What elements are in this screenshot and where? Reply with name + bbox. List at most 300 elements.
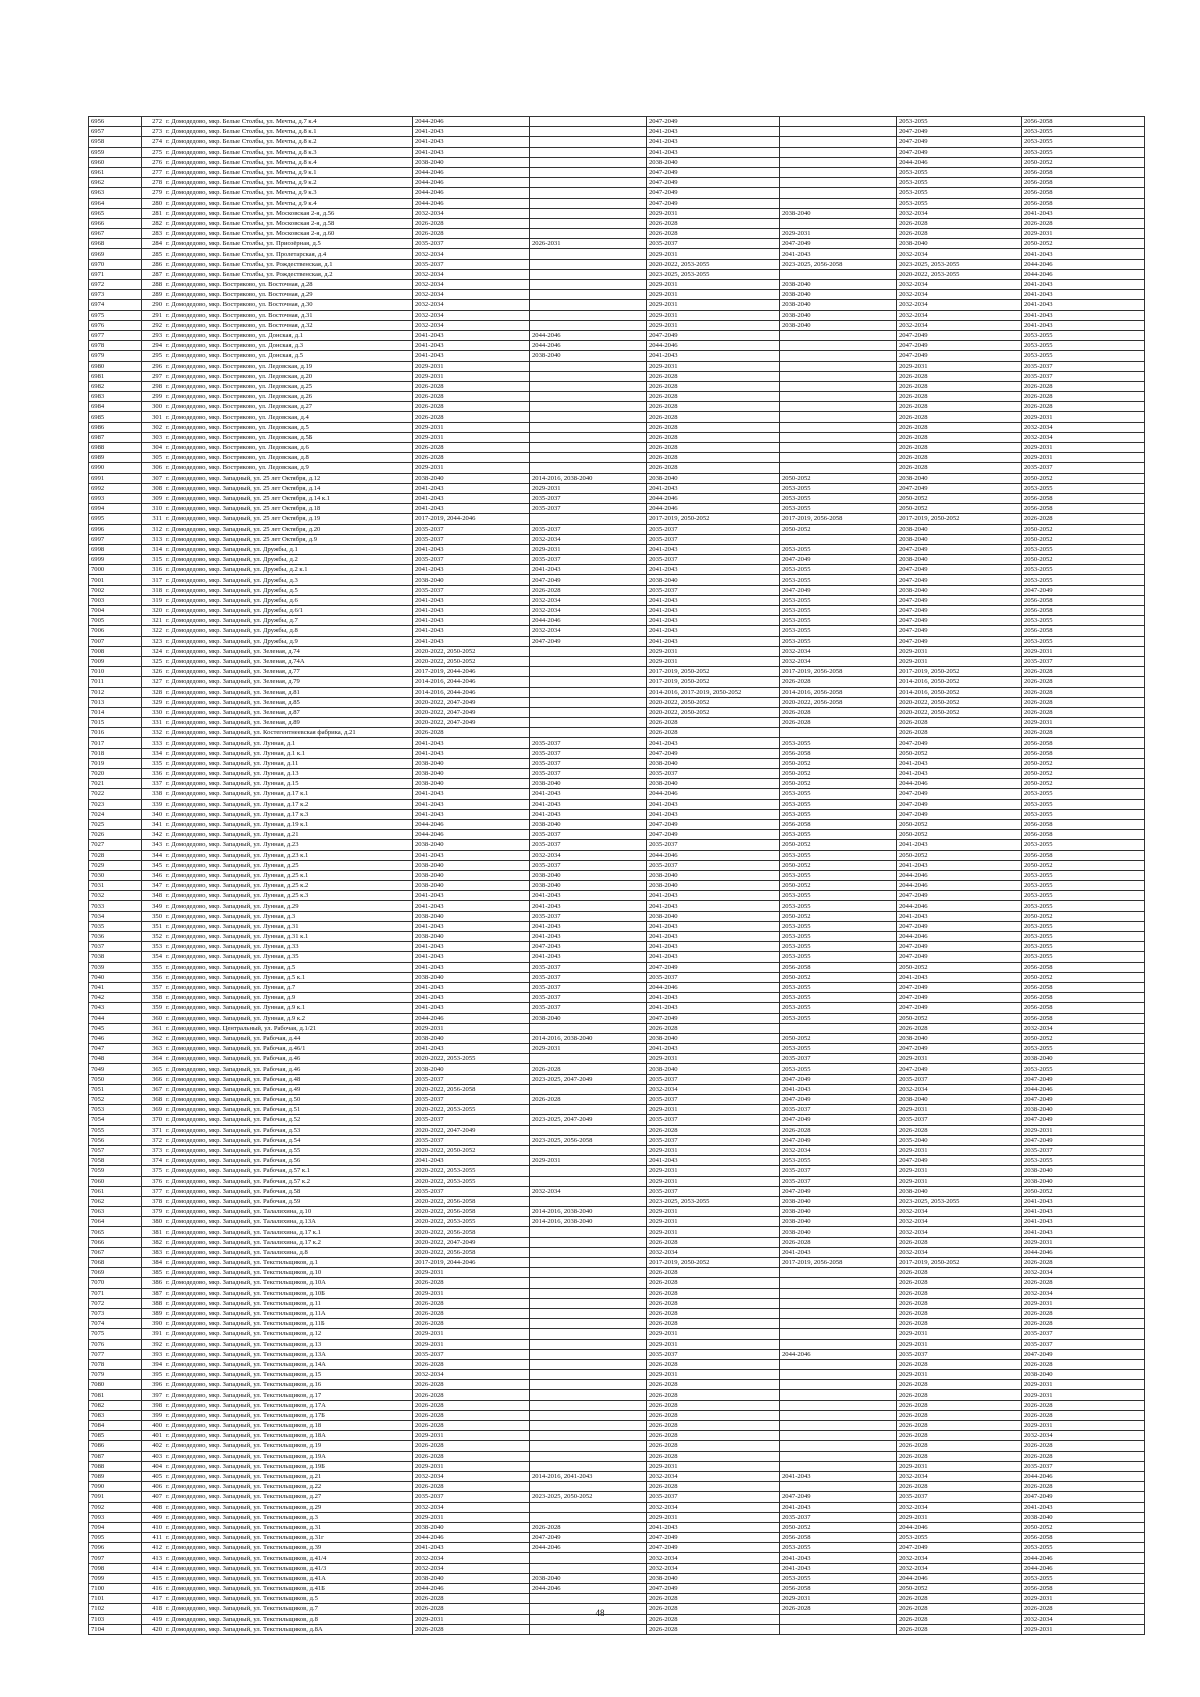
address-cell: г. Домодедово, мкр. Западный, ул. Текстильщиков, д.13А	[164, 1349, 413, 1359]
period-4-cell: 2032-2034	[780, 1145, 897, 1155]
period-4-cell: 2053-2055	[780, 799, 897, 809]
period-2-cell: 2038-2040	[530, 881, 647, 891]
period-4-cell	[780, 1288, 897, 1298]
address-cell: г. Домодедово, мкр. Западный, ул. Лунная, д.9 к.2	[164, 1013, 413, 1023]
period-6-cell: 2026-2028	[1022, 218, 1145, 228]
period-6-cell: 2056-2058	[1022, 117, 1145, 127]
registry-number-cell: 7039	[89, 962, 142, 972]
period-2-cell	[530, 1166, 647, 1176]
period-5-cell: 2038-2040	[897, 1033, 1022, 1043]
period-2-cell	[530, 1329, 647, 1339]
period-4-cell: 2056-2058	[780, 1584, 897, 1594]
period-4-cell: 2050-2052	[780, 840, 897, 850]
period-6-cell: 2026-2028	[1022, 381, 1145, 391]
item-number-cell: 352	[142, 932, 165, 942]
registry-number-cell: 7084	[89, 1421, 142, 1431]
item-number-cell: 294	[142, 341, 165, 351]
address-cell: г. Домодедово, мкр. Западный, ул. Дружбы, д.9	[164, 636, 413, 646]
period-1-cell: 2041-2043	[413, 738, 530, 748]
period-2-cell	[530, 1553, 647, 1563]
period-1-cell: 2041-2043	[413, 952, 530, 962]
period-6-cell: 2056-2058	[1022, 198, 1145, 208]
table-row	[89, 504, 1145, 514]
period-3-cell: 2026-2028	[647, 1431, 780, 1441]
period-1-cell: 2041-2043	[413, 595, 530, 605]
period-2-cell	[530, 677, 647, 687]
item-number-cell: 393	[142, 1349, 165, 1359]
table-row	[89, 1105, 1145, 1115]
period-6-cell: 2056-2058	[1022, 1533, 1145, 1543]
period-6-cell: 2053-2055	[1022, 942, 1145, 952]
table-row	[89, 1349, 1145, 1359]
period-2-cell: 2035-2037	[530, 524, 647, 534]
address-cell: г. Домодедово, мкр. Западный, ул. Текстильщиков, д.21	[164, 1471, 413, 1481]
period-1-cell: 2032-2034	[413, 1471, 530, 1481]
table-row	[89, 1441, 1145, 1451]
period-2-cell	[530, 178, 647, 188]
registry-number-cell: 7072	[89, 1298, 142, 1308]
period-3-cell: 2032-2034	[647, 1563, 780, 1573]
period-3-cell: 2029-2031	[647, 1105, 780, 1115]
period-3-cell: 2026-2028	[647, 1400, 780, 1410]
address-cell: г. Домодедово, мкр. Западный, ул. Рабочая, д.46	[164, 1064, 413, 1074]
period-1-cell: 2038-2040	[413, 840, 530, 850]
registry-number-cell: 7087	[89, 1451, 142, 1461]
period-4-cell	[780, 371, 897, 381]
address-cell: г. Домодедово, мкр. Белые Столбы, ул. Пролетарская, д.4	[164, 249, 413, 259]
period-3-cell: 2026-2028	[647, 1308, 780, 1318]
registry-number-cell: 6958	[89, 137, 142, 147]
period-5-cell: 2014-2016, 2050-2052	[897, 677, 1022, 687]
period-3-cell: 2032-2034	[647, 1502, 780, 1512]
address-cell: г. Домодедово, мкр. Западный, ул. Текстильщиков, д.11А	[164, 1308, 413, 1318]
period-1-cell: 2026-2028	[413, 1319, 530, 1329]
period-4-cell: 2047-2049	[780, 1135, 897, 1145]
period-6-cell: 2026-2028	[1022, 402, 1145, 412]
registry-number-cell: 7001	[89, 575, 142, 585]
registry-number-cell: 7051	[89, 1084, 142, 1094]
period-1-cell: 2020-2022, 2053-2055	[413, 1105, 530, 1115]
table-row	[89, 1176, 1145, 1186]
registry-number-cell: 7103	[89, 1614, 142, 1624]
table-row	[89, 1339, 1145, 1349]
period-2-cell	[530, 280, 647, 290]
period-2-cell	[530, 1125, 647, 1135]
table-row	[89, 901, 1145, 911]
period-3-cell: 2026-2028	[647, 718, 780, 728]
period-2-cell	[530, 1380, 647, 1390]
address-cell: г. Домодедово, мкр. Западный, ул. Текстильщиков, д.41/4	[164, 1553, 413, 1563]
period-4-cell	[780, 1308, 897, 1318]
period-5-cell: 2023-2025, 2053-2055	[897, 1196, 1022, 1206]
item-number-cell: 341	[142, 819, 165, 829]
registry-number-cell: 6979	[89, 351, 142, 361]
period-4-cell: 2053-2055	[780, 850, 897, 860]
item-number-cell: 350	[142, 911, 165, 921]
period-4-cell: 2041-2043	[780, 1084, 897, 1094]
period-2-cell: 2035-2037	[530, 504, 647, 514]
registry-number-cell: 7086	[89, 1441, 142, 1451]
table-row	[89, 1125, 1145, 1135]
period-3-cell: 2026-2028	[647, 371, 780, 381]
period-3-cell: 2029-2031	[647, 1176, 780, 1186]
registry-number-cell: 6988	[89, 443, 142, 453]
registry-number-cell: 6972	[89, 280, 142, 290]
period-5-cell: 2029-2031	[897, 1105, 1022, 1115]
address-cell: г. Домодедово, мкр. Западный, ул. 25 лет Октября, д.14 к.1	[164, 493, 413, 503]
item-number-cell: 331	[142, 718, 165, 728]
table-row	[89, 769, 1145, 779]
registry-number-cell: 7003	[89, 595, 142, 605]
item-number-cell: 307	[142, 473, 165, 483]
registry-number-cell: 7048	[89, 1054, 142, 1064]
period-2-cell: 2032-2034	[530, 606, 647, 616]
period-5-cell: 2047-2049	[897, 483, 1022, 493]
period-6-cell: 2026-2028	[1022, 1604, 1145, 1614]
period-1-cell: 2032-2034	[413, 1502, 530, 1512]
period-5-cell: 2026-2028	[897, 1441, 1022, 1451]
address-cell: г. Домодедово, мкр. Западный, ул. Текстильщиков, д.16	[164, 1380, 413, 1390]
period-5-cell: 2029-2031	[897, 1512, 1022, 1522]
address-cell: г. Домодедово, мкр. Западный, ул. Лунная, д.19 к.1	[164, 819, 413, 829]
period-2-cell	[530, 1298, 647, 1308]
period-1-cell: 2032-2034	[413, 269, 530, 279]
address-cell: г. Домодедово, мкр. Западный, ул. Талалихина, д.17 к.1	[164, 1227, 413, 1237]
period-6-cell: 2032-2034	[1022, 422, 1145, 432]
table-row	[89, 310, 1145, 320]
period-6-cell: 2041-2043	[1022, 1207, 1145, 1217]
period-4-cell: 2047-2049	[780, 1115, 897, 1125]
period-1-cell: 2026-2028	[413, 1421, 530, 1431]
table-row	[89, 473, 1145, 483]
address-cell: г. Домодедово, мкр. Западный, ул. Рабочая, д.58	[164, 1186, 413, 1196]
period-1-cell: 2044-2046	[413, 830, 530, 840]
item-number-cell: 410	[142, 1522, 165, 1532]
period-6-cell: 2050-2052	[1022, 972, 1145, 982]
period-1-cell: 2041-2043	[413, 351, 530, 361]
address-cell: г. Домодедово, мкр. Западный, ул. Текстильщиков, д.22	[164, 1482, 413, 1492]
registry-number-cell: 7057	[89, 1145, 142, 1155]
period-4-cell: 2053-2055	[780, 636, 897, 646]
item-number-cell: 300	[142, 402, 165, 412]
item-number-cell: 354	[142, 952, 165, 962]
period-5-cell: 2044-2046	[897, 901, 1022, 911]
period-4-cell: 2053-2055	[780, 616, 897, 626]
period-2-cell	[530, 1247, 647, 1257]
period-5-cell: 2032-2034	[897, 300, 1022, 310]
period-5-cell: 2044-2046	[897, 932, 1022, 942]
registry-number-cell: 7067	[89, 1247, 142, 1257]
period-5-cell: 2026-2028	[897, 728, 1022, 738]
item-number-cell: 399	[142, 1410, 165, 1420]
period-4-cell	[780, 443, 897, 453]
address-cell: г. Домодедово, мкр. Западный, ул. Лунная, д.17 к.2	[164, 799, 413, 809]
period-6-cell: 2050-2052	[1022, 1186, 1145, 1196]
period-3-cell: 2047-2049	[647, 962, 780, 972]
registry-number-cell: 7085	[89, 1431, 142, 1441]
address-cell: г. Домодедово, мкр. Западный, ул. Текстильщиков, д.10	[164, 1268, 413, 1278]
period-2-cell	[530, 1268, 647, 1278]
period-1-cell: 2020-2022, 2050-2052	[413, 646, 530, 656]
period-1-cell: 2020-2022, 2053-2055	[413, 1166, 530, 1176]
period-4-cell: 2047-2049	[780, 1074, 897, 1084]
period-5-cell: 2032-2034	[897, 1553, 1022, 1563]
address-cell: г. Домодедово, мкр. Западный, ул. Зеленая, д.74	[164, 646, 413, 656]
address-cell: г. Домодедово, мкр. Западный, ул. Рабочая, д.57 к.2	[164, 1176, 413, 1186]
period-1-cell: 2038-2040	[413, 758, 530, 768]
period-6-cell: 2053-2055	[1022, 881, 1145, 891]
registry-number-cell: 7028	[89, 850, 142, 860]
address-cell: г. Домодедово, мкр. Востряково, ул. Ледовская, д.25	[164, 381, 413, 391]
registry-number-cell: 6969	[89, 249, 142, 259]
period-3-cell: 2035-2037	[647, 1095, 780, 1105]
period-5-cell: 2029-2031	[897, 1145, 1022, 1155]
period-2-cell	[530, 218, 647, 228]
period-2-cell	[530, 269, 647, 279]
period-2-cell	[530, 320, 647, 330]
registry-number-cell: 6963	[89, 188, 142, 198]
period-4-cell: 2053-2055	[780, 483, 897, 493]
period-1-cell: 2041-2043	[413, 799, 530, 809]
period-1-cell: 2032-2034	[413, 208, 530, 218]
period-1-cell: 2038-2040	[413, 1522, 530, 1532]
item-number-cell: 365	[142, 1064, 165, 1074]
period-1-cell: 2020-2022, 2053-2055	[413, 1054, 530, 1064]
item-number-cell: 387	[142, 1288, 165, 1298]
table-row	[89, 1390, 1145, 1400]
address-cell: г. Домодедово, мкр. Западный, ул. Дружбы, д.6	[164, 595, 413, 605]
period-1-cell: 2035-2037	[413, 1349, 530, 1359]
address-cell: г. Домодедово, мкр. Западный, ул. Дружбы, д.2	[164, 555, 413, 565]
period-2-cell	[530, 1370, 647, 1380]
registry-number-cell: 6977	[89, 330, 142, 340]
table-row	[89, 1013, 1145, 1023]
table-row	[89, 1247, 1145, 1257]
period-3-cell: 2041-2043	[647, 483, 780, 493]
address-cell: г. Домодедово, мкр. Западный, ул. Зеленая, д.87	[164, 707, 413, 717]
period-5-cell: 2041-2043	[897, 758, 1022, 768]
table-row	[89, 280, 1145, 290]
registry-number-cell: 6964	[89, 198, 142, 208]
address-cell: г. Домодедово, мкр. Западный, ул. Текстильщиков, д.27	[164, 1492, 413, 1502]
address-cell: г. Домодедово, мкр. Западный, ул. Лунная, д.29	[164, 901, 413, 911]
registry-number-cell: 6980	[89, 361, 142, 371]
item-number-cell: 328	[142, 687, 165, 697]
period-6-cell: 2053-2055	[1022, 799, 1145, 809]
period-5-cell: 2026-2028	[897, 1288, 1022, 1298]
period-1-cell: 2041-2043	[413, 789, 530, 799]
item-number-cell: 296	[142, 361, 165, 371]
item-number-cell: 290	[142, 300, 165, 310]
period-4-cell: 2053-2055	[780, 809, 897, 819]
table-row	[89, 1421, 1145, 1431]
address-cell: г. Домодедово, мкр. Западный, ул. Текстильщиков, д.18А	[164, 1431, 413, 1441]
period-5-cell: 2041-2043	[897, 769, 1022, 779]
period-3-cell: 2041-2043	[647, 952, 780, 962]
item-number-cell: 411	[142, 1533, 165, 1543]
period-2-cell: 2029-2031	[530, 1156, 647, 1166]
period-6-cell: 2050-2052	[1022, 779, 1145, 789]
period-2-cell: 2041-2043	[530, 952, 647, 962]
period-6-cell: 2056-2058	[1022, 830, 1145, 840]
period-4-cell: 2017-2019, 2056-2058	[780, 1258, 897, 1268]
item-number-cell: 381	[142, 1227, 165, 1237]
period-4-cell: 2050-2052	[780, 473, 897, 483]
item-number-cell: 386	[142, 1278, 165, 1288]
period-3-cell: 2029-2031	[647, 1166, 780, 1176]
period-3-cell: 2041-2043	[647, 901, 780, 911]
registry-number-cell: 7002	[89, 585, 142, 595]
period-4-cell	[780, 1421, 897, 1431]
registry-number-cell: 7076	[89, 1339, 142, 1349]
item-number-cell: 413	[142, 1553, 165, 1563]
period-2-cell	[530, 381, 647, 391]
period-6-cell: 2044-2046	[1022, 1563, 1145, 1573]
registry-number-cell: 7053	[89, 1105, 142, 1115]
period-3-cell: 2032-2034	[647, 1247, 780, 1257]
period-6-cell: 2047-2049	[1022, 1349, 1145, 1359]
period-2-cell	[530, 1054, 647, 1064]
period-3-cell: 2026-2028	[647, 1023, 780, 1033]
period-5-cell: 2026-2028	[897, 1431, 1022, 1441]
period-3-cell: 2026-2028	[647, 1482, 780, 1492]
address-cell: г. Домодедово, мкр. Западный, ул. Лунная, д.9 к.1	[164, 1003, 413, 1013]
period-2-cell: 2035-2037	[530, 972, 647, 982]
table-row	[89, 860, 1145, 870]
period-6-cell: 2053-2055	[1022, 1573, 1145, 1583]
period-2-cell	[530, 1258, 647, 1268]
period-2-cell: 2044-2046	[530, 341, 647, 351]
registry-number-cell: 6973	[89, 290, 142, 300]
address-cell: г. Домодедово, мкр. Востряково, ул. Ледовская, д.8	[164, 453, 413, 463]
period-6-cell: 2044-2046	[1022, 1247, 1145, 1257]
item-number-cell: 346	[142, 870, 165, 880]
table-row	[89, 626, 1145, 636]
period-5-cell: 2014-2016, 2050-2052	[897, 687, 1022, 697]
period-4-cell: 2041-2043	[780, 1563, 897, 1573]
item-number-cell: 391	[142, 1329, 165, 1339]
period-5-cell: 2053-2055	[897, 178, 1022, 188]
address-cell: г. Домодедово, мкр. Западный, ул. Дружбы, д.3	[164, 575, 413, 585]
table-row	[89, 493, 1145, 503]
address-cell: г. Домодедово, мкр. Западный, ул. Текстильщиков, д.19А	[164, 1451, 413, 1461]
period-4-cell: 2047-2049	[780, 555, 897, 565]
period-3-cell: 2023-2025, 2053-2055	[647, 269, 780, 279]
period-5-cell: 2050-2052	[897, 850, 1022, 860]
period-2-cell	[530, 667, 647, 677]
period-5-cell: 2032-2034	[897, 290, 1022, 300]
period-6-cell: 2029-2031	[1022, 1624, 1145, 1634]
period-2-cell	[530, 167, 647, 177]
address-cell: г. Домодедово, мкр. Западный, ул. Текстильщиков, д.29	[164, 1502, 413, 1512]
period-3-cell: 2026-2028	[647, 453, 780, 463]
registry-number-cell: 6967	[89, 229, 142, 239]
item-number-cell: 339	[142, 799, 165, 809]
period-3-cell: 2026-2028	[647, 1604, 780, 1614]
period-6-cell: 2056-2058	[1022, 504, 1145, 514]
address-cell: г. Домодедово, мкр. Востряково, ул. Восточная, д.32	[164, 320, 413, 330]
period-3-cell: 2044-2046	[647, 982, 780, 992]
period-1-cell: 2029-2031	[413, 361, 530, 371]
period-6-cell: 2029-2031	[1022, 229, 1145, 239]
period-1-cell: 2026-2028	[413, 1482, 530, 1492]
item-number-cell: 369	[142, 1105, 165, 1115]
table-row	[89, 1308, 1145, 1318]
period-4-cell	[780, 127, 897, 137]
period-3-cell: 2041-2043	[647, 616, 780, 626]
address-cell: г. Домодедово, мкр. Востряково, ул. Восточная, д.29	[164, 290, 413, 300]
table-row	[89, 830, 1145, 840]
period-5-cell: 2029-2031	[897, 1166, 1022, 1176]
period-6-cell: 2053-2055	[1022, 330, 1145, 340]
period-3-cell: 2026-2028	[647, 1380, 780, 1390]
period-3-cell: 2047-2049	[647, 117, 780, 127]
period-6-cell: 2026-2028	[1022, 1451, 1145, 1461]
address-cell: г. Домодедово, мкр. Западный, ул. Лунная, д.9	[164, 993, 413, 1003]
period-2-cell: 2026-2028	[530, 1095, 647, 1105]
item-number-cell: 362	[142, 1033, 165, 1043]
period-5-cell: 2017-2019, 2050-2052	[897, 514, 1022, 524]
period-2-cell	[530, 1390, 647, 1400]
period-6-cell: 2056-2058	[1022, 819, 1145, 829]
period-4-cell: 2053-2055	[780, 1543, 897, 1553]
registry-number-cell: 6982	[89, 381, 142, 391]
period-3-cell: 2026-2028	[647, 1614, 780, 1624]
item-number-cell: 358	[142, 993, 165, 1003]
table-row	[89, 1624, 1145, 1634]
period-1-cell: 2041-2043	[413, 330, 530, 340]
table-row	[89, 198, 1145, 208]
table-row	[89, 1003, 1145, 1013]
period-5-cell: 2047-2049	[897, 993, 1022, 1003]
table-row	[89, 1492, 1145, 1502]
period-5-cell: 2050-2052	[897, 819, 1022, 829]
period-3-cell: 2041-2043	[647, 738, 780, 748]
period-6-cell: 2041-2043	[1022, 208, 1145, 218]
period-3-cell: 2041-2043	[647, 891, 780, 901]
address-cell: г. Домодедово, мкр. Белые Столбы, ул. Приозёрная, д.5	[164, 239, 413, 249]
period-3-cell: 2038-2040	[647, 575, 780, 585]
registry-number-cell: 7029	[89, 860, 142, 870]
period-3-cell: 2035-2037	[647, 1074, 780, 1084]
period-5-cell: 2026-2028	[897, 1594, 1022, 1604]
registry-number-cell: 7079	[89, 1370, 142, 1380]
period-6-cell: 2047-2049	[1022, 1095, 1145, 1105]
registry-number-cell: 7059	[89, 1166, 142, 1176]
item-number-cell: 371	[142, 1125, 165, 1135]
period-6-cell: 2029-2031	[1022, 453, 1145, 463]
period-1-cell: 2041-2043	[413, 962, 530, 972]
item-number-cell: 304	[142, 443, 165, 453]
period-2-cell: 2029-2031	[530, 1044, 647, 1054]
table-row	[89, 1502, 1145, 1512]
period-1-cell: 2032-2034	[413, 320, 530, 330]
address-cell: г. Домодедово, мкр. Западный, ул. Рабочая, д.46	[164, 1054, 413, 1064]
registry-number-cell: 7014	[89, 707, 142, 717]
period-4-cell: 2050-2052	[780, 1522, 897, 1532]
period-4-cell: 2050-2052	[780, 524, 897, 534]
period-6-cell: 2029-2031	[1022, 646, 1145, 656]
item-number-cell: 347	[142, 881, 165, 891]
item-number-cell: 412	[142, 1543, 165, 1553]
table-row	[89, 422, 1145, 432]
period-3-cell: 2035-2037	[647, 1492, 780, 1502]
registry-number-cell: 6993	[89, 493, 142, 503]
period-6-cell: 2044-2046	[1022, 1084, 1145, 1094]
period-2-cell: 2038-2040	[530, 779, 647, 789]
table-row	[89, 1186, 1145, 1196]
period-3-cell: 2026-2028	[647, 392, 780, 402]
